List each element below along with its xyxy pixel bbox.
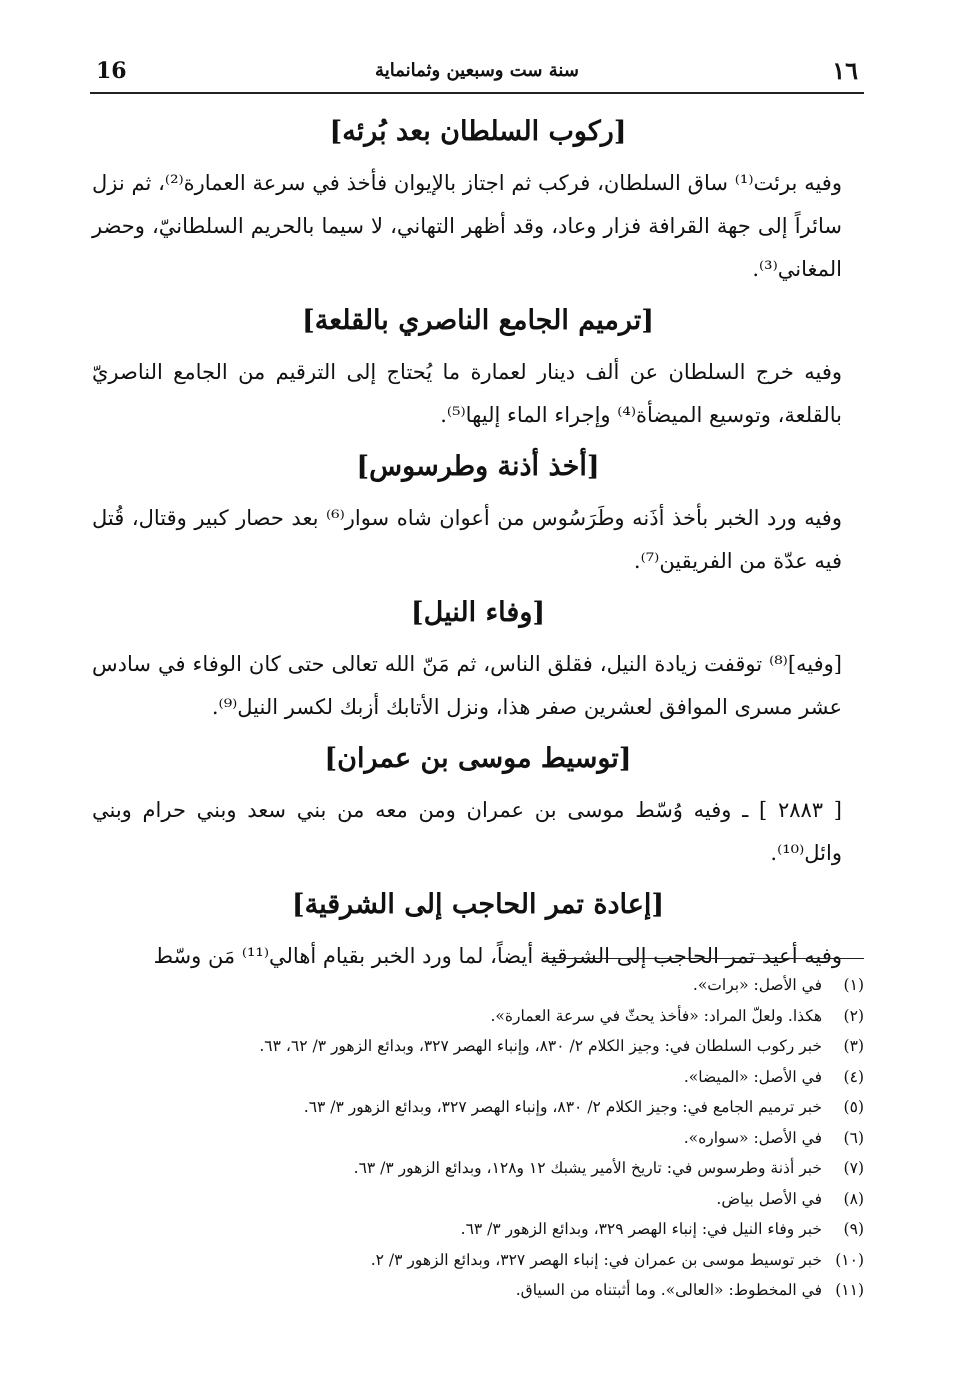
footnote-number: (١) — [843, 976, 864, 994]
section-text-musa-execution: [ ٢٨٨٣ ] ـ وفيه وُسّط موسى بن عمران ومن معه من بني سعد وبني حرام وبني وائل⁽¹⁰⁾. — [92, 798, 842, 865]
footnote-number: (٣) — [843, 1037, 864, 1055]
section-text-nile-flood: [وفيه]⁽⁸⁾ توقفت زيادة النيل، فقلق الناس، ثم مَنّ الله تعالى حتى كان الوفاء في سادس عشر مسرى الموافق لعشرين صفر هذا، ونزل الأتابك أزبك لكسر النيل⁽⁹⁾. — [92, 652, 842, 719]
footnote-number: (٧) — [843, 1159, 864, 1177]
running-title: سنة ست وسبعين وثمانماية — [375, 60, 579, 81]
footnote — [110, 1031, 864, 1062]
footnote-text: في المخطوط: «العالى». وما أثبتناه من السياق. — [515, 1281, 822, 1299]
footnote — [110, 1153, 864, 1184]
section-text-timur-hajib: وفيه أعيد تمر الحاجب إلى الشرقية أيضاً، لما ورد الخبر بقيام أهالي⁽¹¹⁾ مَن وسّط — [153, 944, 842, 968]
page-number-arabic: ١٦ — [832, 56, 858, 85]
section-heading-nile-flood: [وفاء النيل] — [410, 597, 546, 628]
footnote — [110, 1184, 864, 1215]
footnote — [110, 1275, 864, 1306]
section-text-sultan-ride: وفيه برئت⁽¹⁾ ساق السلطان، فركب ثم اجتاز بالإيوان فأخذ في سرعة العمارة⁽²⁾، ثم نزل سائراً إلى جهة القرافة فزار وعاد، وقد أظهر التهاني، لا سيما بالحريم السلطانيّ، وحضر المغاني⁽³⁾. — [92, 171, 842, 281]
section-heading-sultan-ride: [ركوب السلطان بعد بُرئه] — [329, 116, 627, 147]
section-text-mosque-restoration: وفيه خرج السلطان عن ألف دينار لعمارة ما يُحتاج إلى الترقيم من الجامع الناصريّ بالقلعة، وتوسيع الميضأة⁽⁴⁾ وإجراء الماء إليها⁽⁵⁾. — [92, 360, 842, 427]
main-text — [92, 112, 864, 978]
section-heading-timur-hajib: [إعادة تمر الحاجب إلى الشرقية] — [291, 889, 665, 920]
footnotes — [110, 970, 864, 1306]
footnote — [110, 1092, 864, 1123]
footnote — [110, 1001, 864, 1032]
footnote — [110, 1214, 864, 1245]
footnote-number: (٨) — [843, 1189, 864, 1208]
footnote-text: خبر توسيط موسى بن عمران في: إنباء الهصر ٣٢٧، وبدائع الزهور ٣/ ٢. — [370, 1250, 822, 1269]
footnote — [110, 1062, 864, 1093]
footnote-number: (٩) — [843, 1220, 864, 1238]
footnote-number: (١٠) — [835, 1250, 864, 1269]
page-header — [90, 52, 864, 94]
footnote-text: في الأصل بياض. — [716, 1189, 822, 1208]
section-heading-adana-tarsus: [أخذ أذنة وطرسوس] — [356, 451, 600, 482]
footnote-divider — [542, 958, 864, 959]
footnote-text: في الأصل: «الميضا». — [683, 1067, 822, 1086]
footnote-text: خبر وفاء النيل في: إنباء الهصر ٣٢٩، وبدائع الزهور ٣/ ٦٣. — [460, 1220, 822, 1238]
footnote-text: خبر ركوب السلطان في: وجيز الكلام ٢/ ٨٣٠، وإنباء الهصر ٣٢٧، وبدائع الزهور ٣/ ٦٢، ٦٣. — [259, 1037, 822, 1055]
footnote-text: في الأصل: «سواره». — [683, 1128, 822, 1147]
footnote-number: (٢) — [843, 1006, 864, 1025]
footnote-number: (٦) — [843, 1128, 864, 1147]
footnote — [110, 970, 864, 1001]
section-text-adana-tarsus: وفيه ورد الخبر بأخذ أذَنه وطَرَسُوس من أعوان شاه سوار⁽⁶⁾ بعد حصار كبير وقتال، قُتل فيه عدّة من الفريقين⁽⁷⁾. — [92, 506, 842, 573]
footnote — [110, 1245, 864, 1276]
footnote-text: خبر ترميم الجامع في: وجيز الكلام ٢/ ٨٣٠، وإنباء الهصر ٣٢٧، وبدائع الزهور ٣/ ٦٣. — [303, 1098, 822, 1116]
section-heading-musa-execution: [توسيط موسى بن عمران] — [324, 743, 632, 774]
footnote-number: (٥) — [843, 1098, 864, 1116]
footnote — [110, 1123, 864, 1154]
footnote-text: هكذا. ولعلّ المراد: «فأخذ يحثّ في سرعة العمارة». — [490, 1006, 822, 1025]
footnote-text: في الأصل: «برات». — [692, 976, 822, 994]
section-heading-mosque-restoration: [ترميم الجامع الناصري بالقلعة] — [301, 305, 655, 336]
footnote-number: (١١) — [835, 1281, 864, 1299]
footnote-number: (٤) — [843, 1067, 864, 1086]
footnote-text: خبر أذنة وطرسوس في: تاريخ الأمير يشبك ١٢ و١٢٨، وبدائع الزهور ٣/ ٦٣. — [353, 1159, 822, 1177]
page-number-latin: 16 — [96, 58, 127, 84]
